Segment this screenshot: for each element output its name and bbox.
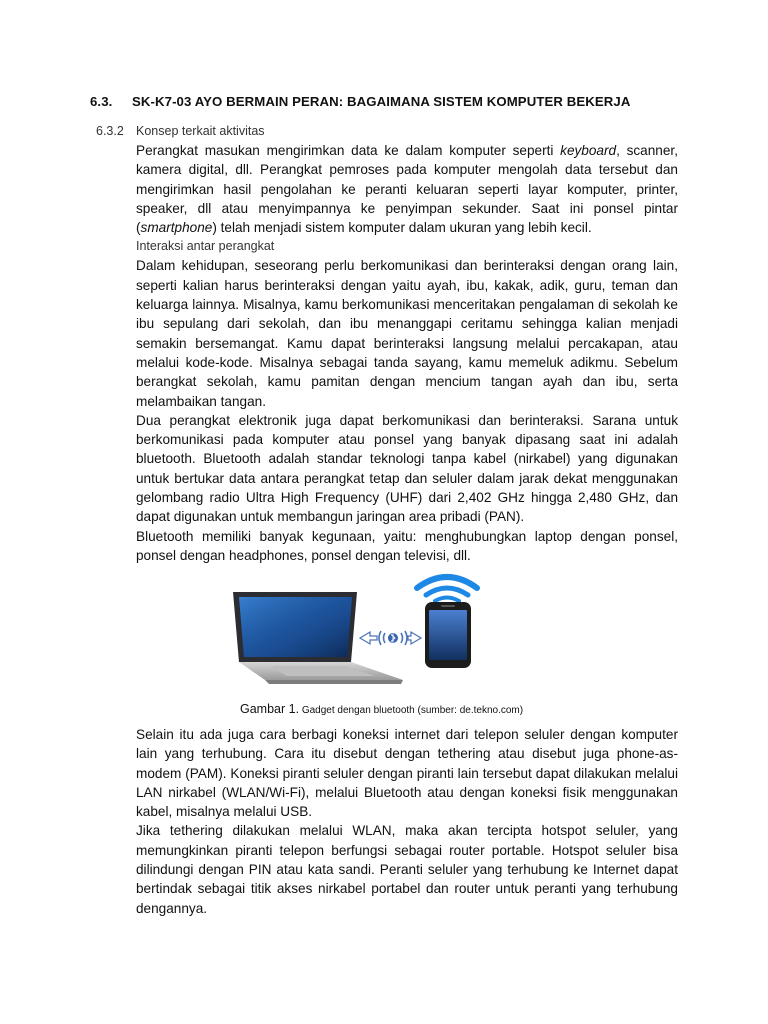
heading-interaksi: Interaksi antar perangkat — [136, 239, 275, 254]
subsection-title: Konsep terkait aktivitas — [136, 124, 265, 138]
smartphone-icon — [425, 602, 471, 668]
keyboard-term: keyboard — [560, 143, 617, 158]
subsection-number: 6.3.2 — [96, 124, 124, 138]
figure-caption-text: Gadget dengan bluetooth (sumber: de.tekno.com) — [299, 705, 524, 716]
laptop-phone-illustration — [225, 570, 525, 700]
wireless-signal-icon — [417, 577, 477, 601]
paragraph-bluetooth: Dua perangkat elektronik juga dapat berkomunikasi dan berinteraksi. Sarana untuk berkomunikasi pada komputer atau ponsel yang banyak dipasang saat ini adalah bluetooth. Bluetooth adalah standar teknologi tanpa kabel (nirkabel) yang digunakan untuk bertukar data antara perangkat tetap dan seluler dalam jarak dekat menggunakan gelombang radio Ultra High Frequency (UHF) dari 2,402 GHz hingga 2,480 GHz, dan dapat digunakan untuk membangun jaringan area pribadi (PAN). — [136, 412, 678, 525]
text-block-bottom — [136, 725, 678, 918]
subsection-heading — [96, 124, 265, 138]
paragraph-bluetooth-uses: Bluetooth memiliki banyak kegunaan, yaitu: menghubungkan laptop dengan ponsel, ponsel dengan headphones, ponsel dengan televisi, dll. — [136, 528, 678, 563]
figure-caption — [240, 702, 523, 716]
bluetooth-figure — [225, 570, 525, 700]
section-title: SK-K7-03 AYO BERMAIN PERAN: BAGAIMANA SISTEM KOMPUTER BEKERJA — [132, 94, 631, 109]
figure-label: Gambar 1. — [240, 702, 300, 716]
text-block-top — [136, 141, 678, 565]
paragraph-interaction: Dalam kehidupan, seseorang perlu berkomunikasi dan berinteraksi dengan orang lain, seperti kalian harus berinteraksi dengan yaitu ayah, ibu, kakak, adik, guru, teman dan keluarga lainnya. Misalnya, kamu berkomunikasi menceritakan pengalaman di sekolah ke ibu sepulang dari sekolah, dan ibu menanggapi ceritamu sehingga kalian menjadi semakin bersemangat. Kamu dapat berinteraksi langsung melalui percakapan, atau melalui kode-kode. Misalnya sebagai tanda sayang, kamu memeluk adikmu. Sebelum berangkat sekolah, kamu pamitan dengan mencium tangan ayah dan ibu, serta melambaikan tangan. — [136, 258, 678, 409]
smartphone-term: smartphone — [140, 220, 213, 236]
paragraph-input-devices: Perangkat masukan mengirimkan data ke dalam komputer seperti keyboard, scanner, kamera digital, dll. Perangkat pemroses pada komputer mengolah data tersebut dan mengirimkan hasil pengolahan ke peranti keluaran seperti layar komputer, printer, speaker, dll atau menyimpannya ke penyimpan sekunder. Saat ini ponsel pintar (smartphone) telah menjadi sistem komputer dalam ukuran yang lebih kecil. — [136, 143, 678, 236]
section-heading — [90, 94, 690, 109]
bluetooth-exchange-icon — [360, 631, 421, 645]
paragraph-tethering: Selain itu ada juga cara berbagi koneksi internet dari telepon seluler dengan komputer lain yang terhubung. Cara itu disebut dengan tethering atau disebut juga phone-as-modem (PAM). Koneksi piranti seluler dengan piranti lain tersebut dapat dilakukan melalui LAN nirkabel (WLAN/Wi-Fi), melalui Bluetooth atau dengan koneksi fisik menggunakan kabel, misalnya melalui USB. — [136, 727, 678, 820]
section-number: 6.3. — [90, 94, 113, 109]
paragraph-hotspot: Jika tethering dilakukan melalui WLAN, maka akan tercipta hotspot seluler, yang memungkinkan piranti telepon berfungsi sebagai router portable. Hotspot seluler bisa dilindungi dengan PIN atau kata sandi. Peranti seluler yang terhubung ke Internet dapat bertindak sebagai titik akses nirkabel portabel dan router untuk peranti yang terhubung dengannya. — [136, 823, 678, 916]
